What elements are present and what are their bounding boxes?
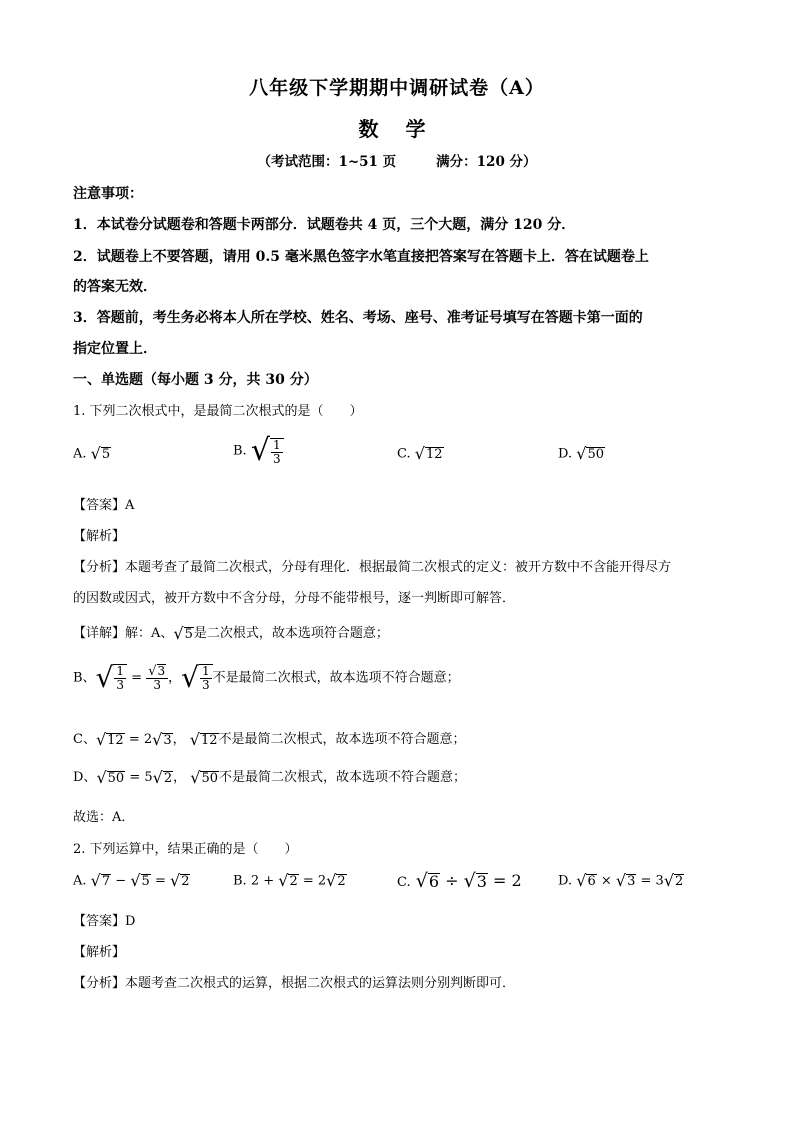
q2-analysis-text: 【分析】本题考查二次根式的运算，根据二次根式的运算法则分别判断即可． <box>73 976 516 991</box>
q1-answer: 【答案】A <box>73 498 135 513</box>
option-label: C. <box>397 446 411 462</box>
q1-detail-c: C、 √ 12 = 2 √ 3 ， √ 12 不是最简二次根式，故本选项不符合题意； <box>73 729 466 749</box>
q2-option-a: A. √ 7 − √ 5 = √ 2 <box>73 871 190 890</box>
detail-text: 不是最简二次根式，故本选项不符合题意； <box>219 770 467 785</box>
sqrt-expression: √ 12 <box>414 444 443 463</box>
notes-heading: 注意事项： <box>73 186 143 202</box>
exam-scope: （考试范围：1~51 页 <box>257 154 397 170</box>
q2-option-b: B. 2 + √ 2 = 2 √ 2 <box>233 871 346 890</box>
numerator: 1 <box>272 437 281 452</box>
sqrt-expression: √ 5 <box>90 444 111 463</box>
q2-analysis-tag: 【解析】 <box>73 945 126 960</box>
q2-option-d: D. √ 6 × √ 3 = 3 √ 2 <box>558 871 684 890</box>
radicand: 50 <box>587 447 604 463</box>
subject-title: 数 学 <box>358 117 436 141</box>
note-item: 指定位置上． <box>73 341 157 357</box>
detail-prefix: 【详解】解：A、 <box>73 626 174 641</box>
q1-analysis-text: 的因数或因式，被开方数中不含分母，分母不能带根号，逐一判断即可解答． <box>73 591 516 606</box>
q1-detail-d: D、 √ 50 = 5 √ 2 ， √ 50 不是最简二次根式，故本选项不符合题意； <box>73 767 467 787</box>
detail-text: 不是最简二次根式，故本选项不符合题意； <box>212 670 460 686</box>
radicand: 12 <box>425 447 443 463</box>
detail-text: 是二次根式，故本选项符合题意； <box>193 626 389 641</box>
note-item: 的答案无效． <box>73 279 157 295</box>
sqrt-expression: √ 50 <box>96 767 125 787</box>
option-label: D. <box>558 873 573 889</box>
option-label: D. <box>558 446 573 462</box>
option-label: A. <box>73 446 87 462</box>
note-item: 2．试题卷上不要答题，请用 0.5 毫米黑色签字水笔直接把答案写在答题卡上．答在试题卷上 <box>73 249 649 265</box>
q2-answer: 【答案】D <box>73 914 136 929</box>
sqrt-expression: √ 12 <box>95 729 124 749</box>
sqrt-expression: √ $\frac{1}{3}$ <box>96 664 127 692</box>
option-label: C. <box>397 875 411 890</box>
option-label: A. <box>73 873 87 889</box>
detail-prefix: B、 <box>73 670 96 686</box>
detail-text: 不是最简二次根式，故本选项不符合题意； <box>218 732 466 747</box>
radicand: 5 <box>184 626 193 642</box>
option-label: B. <box>233 443 247 459</box>
q1-analysis-text: 【分析】本题考查了最简二次根式，分母有理化．根据最简二次根式的定义：被开方数中不含能开得尽方 <box>73 560 672 575</box>
sqrt-expression: √ 5 <box>173 623 193 643</box>
detail-prefix: D、 <box>73 770 97 785</box>
q1-option-c <box>397 446 444 462</box>
q1-option-a <box>73 446 111 462</box>
q1-analysis-tag: 【解析】 <box>73 529 126 544</box>
sqrt-expression: √ 50 <box>576 444 604 463</box>
fraction: √ 3 3 <box>146 664 168 692</box>
sqrt-expression: √ $\frac{1}{3}$ <box>251 436 284 466</box>
q2-option-c: C. √ 6 ÷ √ 3 = 2 <box>397 870 522 892</box>
detail-math: = 2 <box>128 732 153 747</box>
note-item: 3．答题前，考生务必将本人所在学校、姓名、考场、座号、准考证号填写在答题卡第一面的 <box>73 310 643 326</box>
q1-detail-b: B、 √ $\frac{1}{3}$ = √ 3 3 ， √ $\frac{1}{3}$ 不是最简二次根式，故本选项不符合题意； <box>73 661 460 695</box>
full-score: 满分：120 分） <box>436 154 537 170</box>
radicand: 5 <box>101 447 111 463</box>
sqrt-expression: √ $\frac{1}{3}$ <box>181 664 212 692</box>
note-item: 1．本试卷分试题卷和答题卡两部分．试题卷共 4 页，三个大题，满分 120 分． <box>73 217 576 233</box>
question-1-stem: 1. 下列二次根式中，是最简二次根式的是（ ） <box>73 404 363 419</box>
exam-title: 八年级下学期期中调研试卷（A） <box>249 77 545 99</box>
question-2-stem: 2. 下列运算中，结果正确的是（ ） <box>73 842 298 857</box>
q1-option-d <box>558 446 605 462</box>
exam-scope-line <box>0 150 794 170</box>
q1-detail-a <box>73 622 389 642</box>
detail-math: = 5 <box>129 770 153 785</box>
denominator: 3 <box>272 451 281 466</box>
option-label: B. <box>233 873 247 889</box>
q1-conclusion: 故选：A． <box>73 810 135 825</box>
detail-prefix: C、 <box>73 732 96 747</box>
q1-option-b <box>233 433 284 468</box>
section-heading: 一、单选题（每小题 3 分，共 30 分） <box>73 372 318 388</box>
